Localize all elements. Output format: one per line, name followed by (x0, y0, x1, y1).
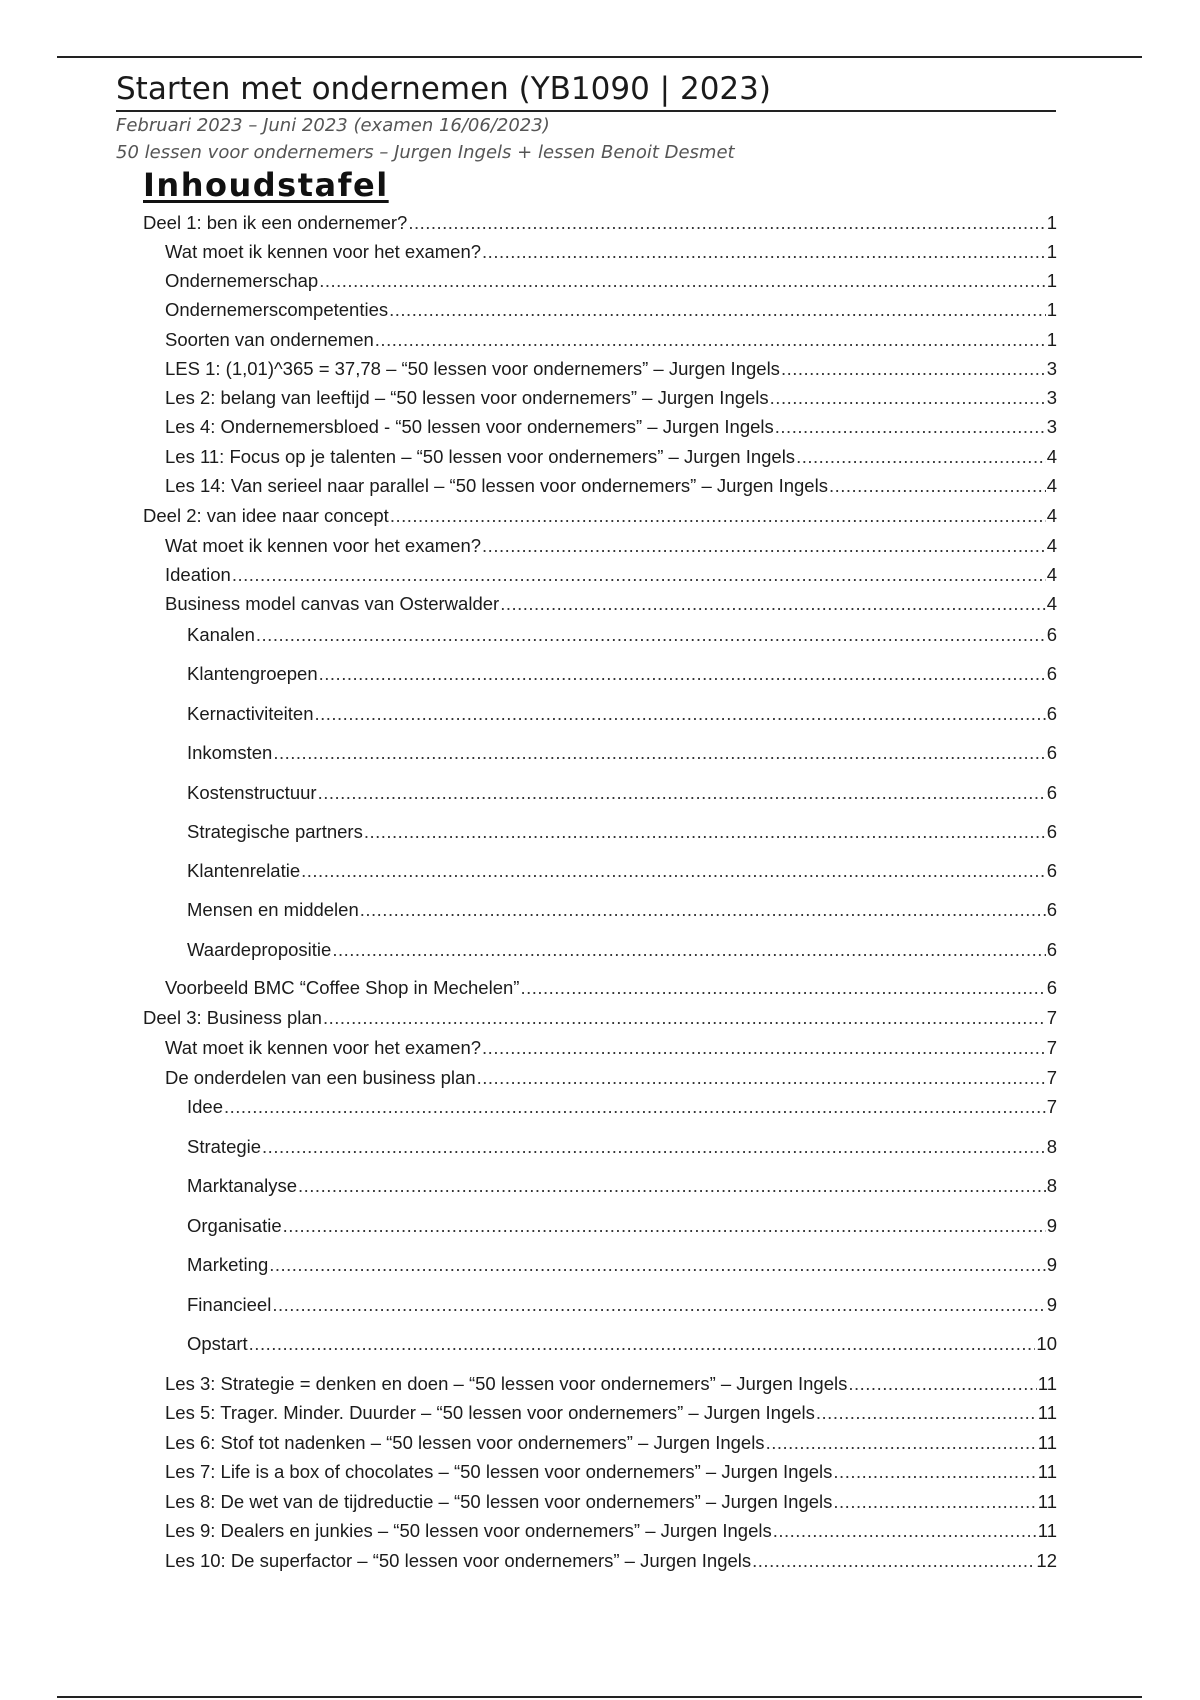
toc-leader-dots (272, 1294, 1045, 1316)
toc-entry-page: 6 (1046, 977, 1057, 998)
toc-entry-label: Soorten van ondernemen (165, 329, 374, 350)
toc-leader-dots (389, 299, 1046, 321)
toc-entry-label: Les 11: Focus op je talenten – “50 lessen voor ondernemers” – Jurgen Ingels (165, 446, 796, 467)
toc-leader-dots (816, 1402, 1037, 1424)
toc-entry-page: 4 (1046, 505, 1057, 526)
toc-leader-dots (269, 1254, 1045, 1276)
toc-leader-dots (375, 329, 1046, 351)
toc-leader-dots (323, 1007, 1046, 1029)
toc-entry-page: 1 (1046, 212, 1057, 233)
toc-entry-page: 9 (1046, 1254, 1057, 1275)
toc-entry-label: Mensen en middelen (187, 899, 359, 920)
toc-entry[interactable] (165, 1461, 1057, 1483)
toc-leader-dots (766, 1432, 1037, 1454)
toc-entry-label: Business model canvas van Osterwalder (165, 593, 500, 614)
toc-entry-label: Les 5: Trager. Minder. Duurder – “50 lessen voor ondernemers” – Jurgen Ingels (165, 1402, 815, 1423)
toc-entry-label: Inkomsten (187, 742, 273, 763)
toc-entry[interactable] (187, 860, 1057, 882)
toc-entry[interactable] (187, 1175, 1057, 1197)
toc-entry-label: Les 4: Ondernemersbloed - “50 lessen voor ondernemers” – Jurgen Ingels (165, 416, 774, 437)
toc-entry[interactable] (165, 241, 1057, 263)
toc-entry-label: Wat moet ik kennen voor het examen? (165, 1037, 482, 1058)
toc-leader-dots (477, 1067, 1046, 1089)
toc-entry-page: 11 (1037, 1520, 1057, 1541)
toc-leader-dots (781, 358, 1046, 380)
toc-leader-dots (775, 416, 1046, 438)
toc-leader-dots (848, 1373, 1036, 1395)
toc-entry-label: Idee (187, 1096, 224, 1117)
toc-leader-dots (390, 505, 1046, 527)
toc-entry-label: Deel 2: van idee naar concept (143, 505, 389, 526)
toc-entry[interactable] (187, 1136, 1057, 1158)
toc-entry-page: 1 (1046, 329, 1057, 350)
toc-entry[interactable] (165, 535, 1057, 557)
toc-entry-label: Wat moet ik kennen voor het examen? (165, 241, 482, 262)
toc-leader-dots (520, 977, 1045, 999)
bottom-rule (57, 1696, 1142, 1698)
toc-entry[interactable] (187, 1254, 1057, 1276)
toc-entry[interactable] (165, 299, 1057, 321)
toc-entry[interactable] (165, 1491, 1057, 1513)
toc-entry-label: Kernactiviteiten (187, 703, 314, 724)
toc-heading: Inhoudstafel (143, 166, 389, 204)
toc-entry-page: 11 (1037, 1432, 1057, 1453)
toc-entry-label: Les 14: Van serieel naar parallel – “50 lessen voor ondernemers” – Jurgen Ingels (165, 475, 828, 496)
toc-entry[interactable] (187, 1333, 1057, 1355)
toc-entry[interactable] (187, 703, 1057, 725)
toc-leader-dots (256, 624, 1046, 646)
toc-entry-label: Marktanalyse (187, 1175, 298, 1196)
toc-leader-dots (232, 564, 1046, 586)
toc-leader-dots (224, 1096, 1046, 1118)
toc-entry-page: 1 (1046, 270, 1057, 291)
toc-entry-page: 6 (1046, 899, 1057, 920)
toc-entry-label: Klantengroepen (187, 663, 318, 684)
toc-entry-page: 4 (1046, 446, 1057, 467)
toc-leader-dots (482, 535, 1046, 557)
toc-leader-dots (500, 593, 1046, 615)
toc-entry-page: 7 (1046, 1067, 1057, 1088)
toc-entry[interactable] (187, 742, 1057, 764)
toc-leader-dots (752, 1550, 1035, 1572)
toc-entry-page: 7 (1046, 1037, 1057, 1058)
toc-entry[interactable] (143, 212, 1057, 234)
toc-entry[interactable] (187, 821, 1057, 843)
toc-entry[interactable] (165, 1067, 1057, 1089)
toc-entry[interactable] (165, 1550, 1057, 1572)
toc-entry-label: Kanalen (187, 624, 255, 645)
toc-entry-page: 8 (1046, 1175, 1057, 1196)
toc-entry-label: Opstart (187, 1333, 248, 1354)
toc-entry-label: De onderdelen van een business plan (165, 1067, 476, 1088)
toc-leader-dots (829, 475, 1046, 497)
toc-entry-label: Deel 1: ben ik een ondernemer? (143, 212, 408, 233)
toc-leader-dots (833, 1461, 1036, 1483)
toc-entry[interactable] (165, 1373, 1057, 1395)
toc-entry[interactable] (165, 564, 1057, 586)
toc-leader-dots (364, 821, 1046, 843)
toc-entry-page: 1 (1046, 299, 1057, 320)
toc-entry-page: 9 (1046, 1294, 1057, 1315)
document-subtitle-source: 50 lessen voor ondernemers – Jurgen Ingels + lessen Benoit Desmet (116, 142, 735, 163)
toc-entry-label: Organisatie (187, 1215, 282, 1236)
toc-entry-page: 3 (1046, 358, 1057, 379)
toc-entry[interactable] (165, 1520, 1057, 1542)
toc-entry[interactable] (165, 270, 1057, 292)
toc-entry[interactable] (187, 782, 1057, 804)
toc-entry-page: 4 (1046, 593, 1057, 614)
toc-entry[interactable] (187, 624, 1057, 646)
toc-leader-dots (314, 703, 1045, 725)
toc-leader-dots (249, 1333, 1036, 1355)
toc-entry-page: 11 (1037, 1373, 1057, 1394)
toc-entry-page: 4 (1046, 564, 1057, 585)
toc-entry-label: Les 10: De superfactor – “50 lessen voor ondernemers” – Jurgen Ingels (165, 1550, 752, 1571)
toc-entry-label: Strategische partners (187, 821, 363, 842)
toc-entry-label: Waardepropositie (187, 939, 332, 960)
toc-entry-page: 6 (1046, 624, 1057, 645)
toc-entry[interactable] (165, 358, 1057, 380)
toc-entry[interactable] (187, 939, 1057, 961)
toc-entry-label: Les 9: Dealers en junkies – “50 lessen voor ondernemers” – Jurgen Ingels (165, 1520, 772, 1541)
toc-entry-page: 6 (1046, 821, 1057, 842)
toc-entry-page: 6 (1046, 703, 1057, 724)
toc-entry-label: Les 8: De wet van de tijdreductie – “50 lessen voor ondernemers” – Jurgen Ingels (165, 1491, 833, 1512)
toc-leader-dots (319, 663, 1046, 685)
toc-entry-label: Voorbeeld BMC “Coffee Shop in Mechelen” (165, 977, 520, 998)
toc-leader-dots (262, 1136, 1046, 1158)
toc-leader-dots (318, 782, 1046, 804)
toc-entry[interactable] (165, 475, 1057, 497)
toc-entry-page: 11 (1037, 1491, 1057, 1512)
toc-entry-page: 3 (1046, 387, 1057, 408)
toc-entry-page: 6 (1046, 939, 1057, 960)
toc-entry[interactable] (165, 446, 1057, 468)
toc-leader-dots (833, 1491, 1036, 1513)
toc-entry-page: 9 (1046, 1215, 1057, 1236)
toc-entry-label: Wat moet ik kennen voor het examen? (165, 535, 482, 556)
toc-entry[interactable] (165, 1037, 1057, 1059)
toc-entry-label: Les 6: Stof tot nadenken – “50 lessen voor ondernemers” – Jurgen Ingels (165, 1432, 765, 1453)
toc-entry[interactable] (165, 329, 1057, 351)
toc-entry[interactable] (165, 977, 1057, 999)
toc-leader-dots (360, 899, 1046, 921)
toc-entry-label: Marketing (187, 1254, 269, 1275)
toc-entry-label: Ondernemerschap (165, 270, 319, 291)
toc-entry[interactable] (187, 1215, 1057, 1237)
toc-entry[interactable] (187, 1294, 1057, 1316)
toc-entry-page: 11 (1037, 1402, 1057, 1423)
toc-entry-page: 8 (1046, 1136, 1057, 1157)
toc-entry[interactable] (187, 663, 1057, 685)
toc-entry[interactable] (165, 1402, 1057, 1424)
toc-entry[interactable] (165, 416, 1057, 438)
toc-entry-page: 6 (1046, 860, 1057, 881)
toc-entry[interactable] (143, 505, 1057, 527)
toc-entry-label: Deel 3: Business plan (143, 1007, 322, 1028)
toc-entry-page: 1 (1046, 241, 1057, 262)
toc-leader-dots (301, 860, 1046, 882)
toc-entry-label: Ideation (165, 564, 231, 585)
toc-entry[interactable] (187, 899, 1057, 921)
toc-entry-page: 10 (1036, 1333, 1057, 1354)
toc-leader-dots (482, 241, 1046, 263)
document-subtitle-dates: Februari 2023 – Juni 2023 (examen 16/06/2023) (116, 115, 550, 136)
toc-entry-label: Les 3: Strategie = denken en doen – “50 lessen voor ondernemers” – Jurgen Ingels (165, 1373, 848, 1394)
toc-entry-label: Financieel (187, 1294, 272, 1315)
toc-entry-label: Ondernemerscompetenties (165, 299, 389, 320)
toc-leader-dots (796, 446, 1046, 468)
toc-entry-page: 7 (1046, 1096, 1057, 1117)
toc-leader-dots (482, 1037, 1046, 1059)
toc-entry[interactable] (143, 1007, 1057, 1029)
toc-entry-label: Klantenrelatie (187, 860, 301, 881)
toc-entry[interactable] (165, 1432, 1057, 1454)
toc-entry-page: 6 (1046, 663, 1057, 684)
toc-entry-page: 3 (1046, 416, 1057, 437)
toc-leader-dots (319, 270, 1045, 292)
toc-entry-page: 6 (1046, 782, 1057, 803)
toc-leader-dots (283, 1215, 1046, 1237)
toc-entry-page: 12 (1036, 1550, 1057, 1571)
toc-entry[interactable] (165, 387, 1057, 409)
toc-entry-page: 4 (1046, 475, 1057, 496)
toc-entry[interactable] (165, 593, 1057, 615)
toc-leader-dots (298, 1175, 1046, 1197)
toc-leader-dots (273, 742, 1045, 764)
toc-entry-page: 7 (1046, 1007, 1057, 1028)
toc-leader-dots (770, 387, 1046, 409)
document-title: Starten met ondernemen (YB1090 | 2023) (116, 68, 1056, 112)
toc-entry-label: Kostenstructuur (187, 782, 317, 803)
toc-entry-label: Strategie (187, 1136, 262, 1157)
toc-entry-label: LES 1: (1,01)^365 = 37,78 – “50 lessen voor ondernemers” – Jurgen Ingels (165, 358, 780, 379)
toc-entry-page: 6 (1046, 742, 1057, 763)
toc-entry[interactable] (187, 1096, 1057, 1118)
toc-leader-dots (773, 1520, 1037, 1542)
toc-entry-label: Les 2: belang van leeftijd – “50 lessen voor ondernemers” – Jurgen Ingels (165, 387, 769, 408)
toc-leader-dots (332, 939, 1045, 961)
toc-entry-page: 4 (1046, 535, 1057, 556)
toc-entry-page: 11 (1037, 1461, 1057, 1482)
toc-entry-label: Les 7: Life is a box of chocolates – “50 lessen voor ondernemers” – Jurgen Ingels (165, 1461, 833, 1482)
toc-leader-dots (408, 212, 1045, 234)
